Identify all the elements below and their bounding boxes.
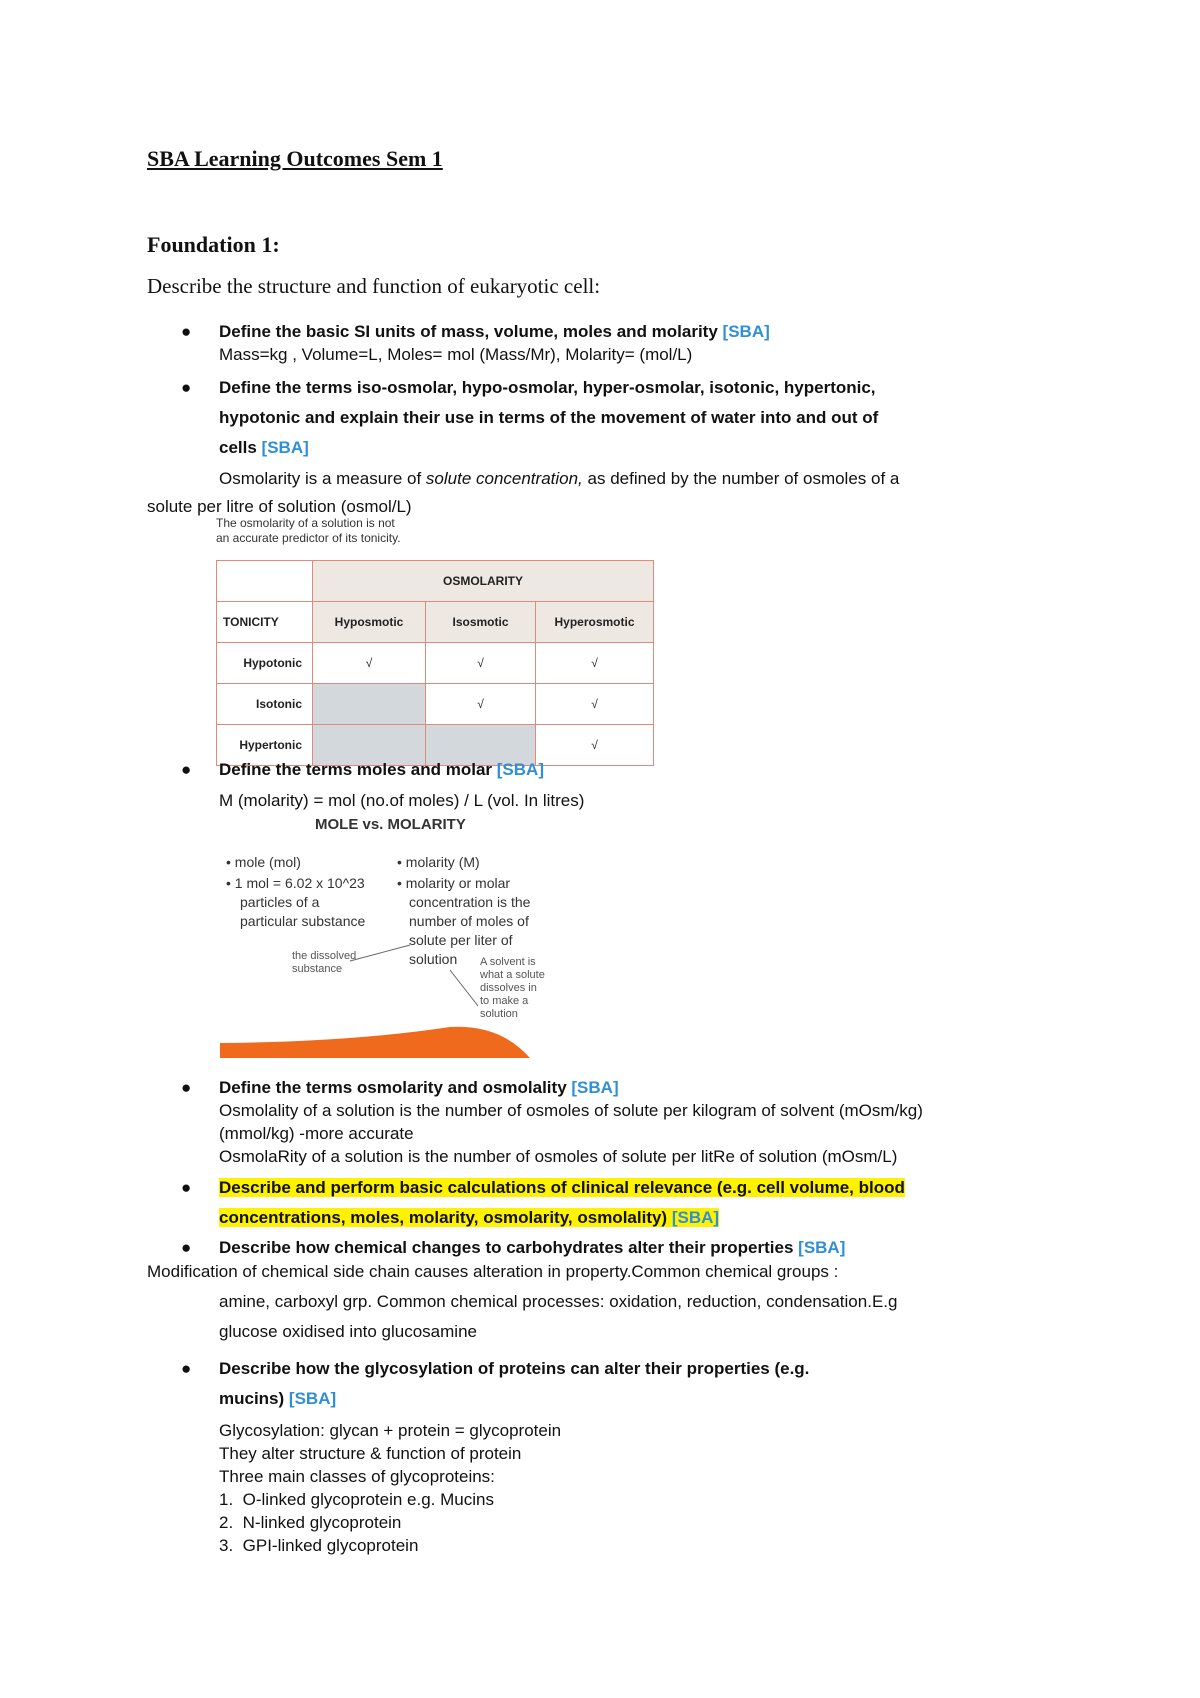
list-text: O-linked glycoprotein e.g. Mucins xyxy=(242,1490,494,1509)
sba-tag: [SBA] xyxy=(288,1389,337,1408)
item-heading: mucins) xyxy=(219,1389,285,1408)
caption-line: The osmolarity of a solution is not xyxy=(216,516,395,530)
item-note: glucose oxidised into glucosamine xyxy=(219,1322,477,1341)
item-note: They alter structure & function of protein xyxy=(219,1444,522,1463)
sba-tag: [SBA] xyxy=(261,438,309,457)
bullet-icon: ● xyxy=(181,1178,192,1197)
list-item-osmolar-end xyxy=(219,433,309,463)
list-item-moles xyxy=(219,755,544,785)
figure-text: solution xyxy=(409,951,458,967)
column-header: Hyposmotic xyxy=(313,602,426,643)
section-heading: Foundation 1: xyxy=(147,232,280,257)
item-heading: Define the terms moles and molar xyxy=(219,760,493,779)
item-note: Glycosylation: glycan + protein = glycoprotein xyxy=(219,1421,562,1440)
figure-annotation: the dissolved xyxy=(292,950,357,962)
item-heading-line: Describe how the glycosylation of proteins can alter their properties (e.g. xyxy=(219,1359,810,1378)
figure-text: solute per liter of xyxy=(409,932,513,948)
list-item-carbs xyxy=(219,1233,845,1263)
list-number: 2. xyxy=(219,1513,234,1532)
table-cell: √ xyxy=(536,684,654,725)
list-text: N-linked glycoprotein xyxy=(242,1513,402,1532)
table-row xyxy=(217,643,654,684)
row-label: Hypotonic xyxy=(217,643,313,684)
column-header: Hyperosmotic xyxy=(536,602,654,643)
list-number: 1. xyxy=(219,1490,234,1509)
bullet-icon: ● xyxy=(181,322,192,341)
item-note: Modification of chemical side chain causes alteration in property.Common chemical groups : xyxy=(147,1262,839,1281)
figure-annotation: A solvent is xyxy=(480,956,536,968)
bullet-icon: ● xyxy=(181,1238,192,1257)
bullet-icon: ● xyxy=(181,760,192,779)
list-number: 3. xyxy=(219,1536,234,1555)
figure-text: • molarity (M) xyxy=(397,854,480,870)
caption-line: an accurate predictor of its tonicity. xyxy=(216,531,401,545)
item-note-continued: solute per litre of solution (osmol/L) xyxy=(147,497,412,516)
bullet-icon: ● xyxy=(181,1078,192,1097)
figure-text: • 1 mol = 6.02 x 10^23 xyxy=(226,875,365,891)
numbered-list-item xyxy=(219,1531,418,1561)
column-header: Isosmotic xyxy=(426,602,536,643)
table-cell: √ xyxy=(313,643,426,684)
annotation-pointer-left xyxy=(350,945,410,961)
item-heading: Describe how chemical changes to carbohydrates alter their properties xyxy=(219,1238,794,1257)
figure-annotation: to make a xyxy=(480,995,529,1007)
table-corner-blank xyxy=(217,561,313,602)
row-label: Isotonic xyxy=(217,684,313,725)
sba-tag: [SBA] xyxy=(671,1208,720,1227)
list-text: GPI-linked glycoprotein xyxy=(242,1536,419,1555)
item-note: amine, carboxyl grp. Common chemical processes: oxidation, reduction, condensation.E.g xyxy=(219,1292,898,1311)
item-heading: Define the basic SI units of mass, volume, moles and molarity xyxy=(219,322,718,341)
figure-text: • mole (mol) xyxy=(226,854,301,870)
bullet-icon: ● xyxy=(181,378,192,397)
table-cell-shaded xyxy=(313,684,426,725)
figure-title: MOLE vs. MOLARITY xyxy=(315,816,466,833)
list-item-calculations-end xyxy=(219,1203,719,1233)
item-heading: cells xyxy=(219,438,257,457)
highlighted-text: Describe and perform basic calculations of clinical relevance (e.g. cell volume, blood xyxy=(219,1178,905,1197)
table-group-header: OSMOLARITY xyxy=(313,561,654,602)
figure-caption xyxy=(216,516,401,546)
table-cell: √ xyxy=(536,725,654,766)
figure-text: concentration is the xyxy=(409,894,531,910)
table-cell: √ xyxy=(536,643,654,684)
item-note: OsmolaRity of a solution is the number of osmoles of solute per litRe of solution (mOsm/L) xyxy=(219,1147,898,1166)
item-note: M (molarity) = mol (no.of moles) / L (vol. In litres) xyxy=(219,791,585,810)
item-heading-line: hypotonic and explain their use in terms of the movement of water into and out of xyxy=(219,408,879,427)
sba-tag: [SBA] xyxy=(722,322,770,341)
table-corner-label: TONICITY xyxy=(217,602,313,643)
item-note: Mass=kg , Volume=L, Moles= mol (Mass/Mr), Molarity= (mol/L) xyxy=(219,345,693,364)
figure-annotation: dissolves in xyxy=(480,982,537,994)
figure-text: particles of a xyxy=(240,894,320,910)
item-note: Three main classes of glycoproteins: xyxy=(219,1467,495,1486)
figure-text: number of moles of xyxy=(409,913,529,929)
sba-tag: [SBA] xyxy=(798,1238,846,1257)
figure-annotation: solution xyxy=(480,1008,518,1020)
figure-text: particular substance xyxy=(240,913,366,929)
bullet-icon: ● xyxy=(181,1359,192,1378)
item-note: Osmolality of a solution is the number of osmoles of solute per kilogram of solvent (mOsm/kg) xyxy=(219,1101,923,1120)
note-text: as defined by the number of osmoles of a xyxy=(582,469,900,488)
sba-tag: [SBA] xyxy=(571,1078,619,1097)
osmolarity-tonicity-table xyxy=(216,560,654,766)
note-emphasis: solute concentration, xyxy=(425,469,583,488)
orange-wave-decoration xyxy=(220,1027,530,1058)
item-heading: Define the terms osmolarity and osmolality xyxy=(219,1078,567,1097)
highlighted-text: concentrations, moles, molarity, osmolarity, osmolality) xyxy=(219,1208,668,1227)
item-note xyxy=(219,464,899,494)
mole-figure-graphics xyxy=(200,930,560,1060)
item-heading-line: Define the terms iso-osmolar, hypo-osmolar, hyper-osmolar, isotonic, hypertonic, xyxy=(219,378,876,397)
table-row xyxy=(217,684,654,725)
section-intro: Describe the structure and function of eukaryotic cell: xyxy=(147,274,601,298)
list-item-glyco-end xyxy=(219,1384,336,1414)
item-heading-line xyxy=(219,1173,905,1203)
figure-annotation: what a solute xyxy=(480,969,545,981)
document-title: SBA Learning Outcomes Sem 1 xyxy=(147,146,443,171)
note-text: Osmolarity is a measure of xyxy=(219,469,426,488)
item-note: (mmol/kg) -more accurate xyxy=(219,1124,414,1143)
table-cell: √ xyxy=(426,684,536,725)
figure-text: • molarity or molar xyxy=(397,875,511,891)
table-cell: √ xyxy=(426,643,536,684)
figure-annotation: substance xyxy=(292,963,343,975)
sba-tag: [SBA] xyxy=(496,760,544,779)
row-label: Hypertonic xyxy=(217,725,313,766)
annotation-pointer-right xyxy=(450,970,478,1006)
